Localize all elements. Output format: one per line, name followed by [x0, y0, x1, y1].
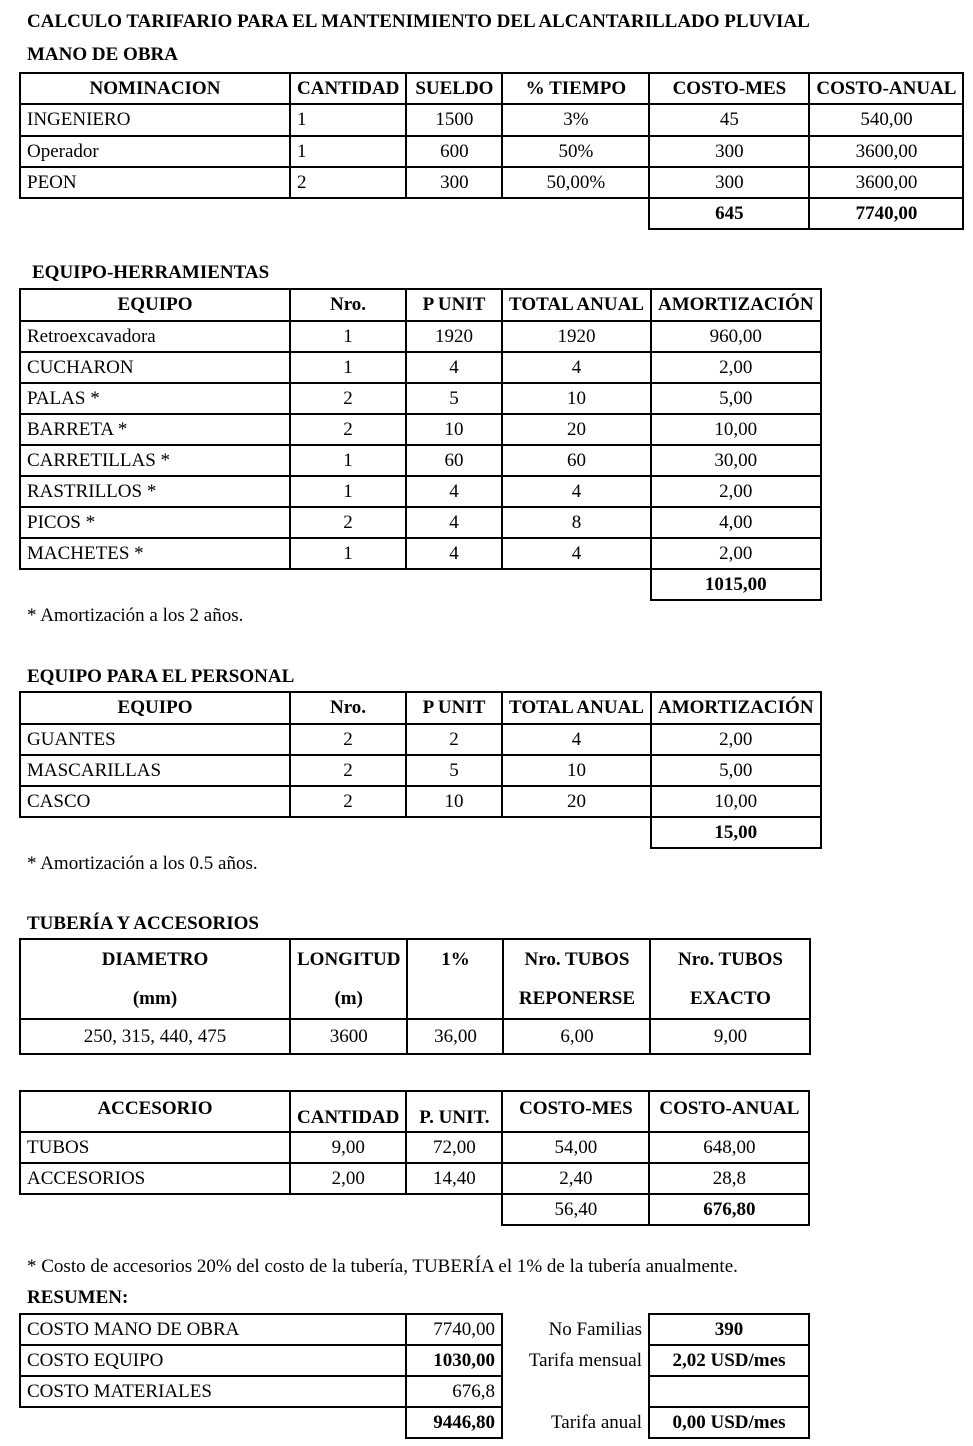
header-costo-mes: COSTO-MES — [649, 73, 809, 104]
cell: 45 — [649, 104, 809, 136]
cell: 600 — [406, 136, 502, 167]
cell: 10 — [406, 414, 502, 445]
table-row — [20, 352, 821, 383]
cell: 1920 — [406, 321, 502, 352]
cell: 250, 315, 440, 475 — [20, 1019, 290, 1054]
cell: CUCHARON — [20, 352, 290, 383]
cell: 648,00 — [649, 1132, 809, 1163]
header-cantidad: CANTIDAD — [290, 1091, 406, 1132]
cell: 2,00 — [651, 352, 821, 383]
cell: COSTO MANO DE OBRA — [20, 1314, 406, 1345]
cell: MASCARILLAS — [20, 755, 290, 786]
cell: INGENIERO — [20, 104, 290, 136]
cell: 50% — [502, 136, 649, 167]
total-row — [20, 569, 821, 600]
cell: PEON — [20, 167, 290, 198]
table-row — [20, 1314, 809, 1345]
cell: 2 — [290, 383, 406, 414]
cell: 2,00 — [651, 538, 821, 569]
cell: 20 — [502, 414, 651, 445]
resumen-heading: RESUMEN: — [27, 1287, 129, 1308]
cell: 4 — [502, 724, 651, 755]
cell: 72,00 — [406, 1132, 502, 1163]
cell: 4 — [502, 352, 651, 383]
cell: Retroexcavadora — [20, 321, 290, 352]
cell: 300 — [649, 167, 809, 198]
total-row — [20, 198, 963, 229]
side-label: Tarifa mensual — [528, 1349, 642, 1371]
side-label: Tarifa anual — [551, 1411, 642, 1433]
resumen-table — [19, 1313, 810, 1439]
table-row — [20, 445, 821, 476]
mano-obra-table — [19, 72, 964, 230]
tuberia-table — [19, 938, 811, 1055]
header-nro-tubos-reponerse: Nro. TUBOS REPONERSE — [503, 939, 650, 1019]
table-row — [20, 755, 821, 786]
table-row — [20, 1132, 809, 1163]
cell: PALAS * — [20, 383, 290, 414]
cell: 10,00 — [651, 414, 821, 445]
cell: 2,00 — [651, 476, 821, 507]
header-costo-mes: COSTO-MES — [502, 1091, 649, 1132]
cell: 10 — [502, 755, 651, 786]
table-row — [20, 1376, 809, 1407]
header-nro-tubos-exacto: Nro. TUBOS EXACTO — [650, 939, 810, 1019]
header-sueldo: SUELDO — [406, 73, 502, 104]
table-row — [20, 136, 963, 167]
cell: 1 — [290, 104, 406, 136]
total-costo-anual: 676,80 — [649, 1194, 809, 1225]
header-equipo: EQUIPO — [20, 692, 290, 724]
cell: 1920 — [502, 321, 651, 352]
table-row — [20, 1019, 810, 1054]
total-costo-anual: 7740,00 — [809, 198, 963, 229]
cell: TUBOS — [20, 1132, 290, 1163]
cell: 5,00 — [651, 383, 821, 414]
cell: 2 — [290, 786, 406, 817]
cell: MACHETES * — [20, 538, 290, 569]
header-longitud: LONGITUD (m) — [290, 939, 407, 1019]
cell: 1 — [290, 476, 406, 507]
cell: 3600 — [290, 1019, 407, 1054]
header-costo-anual: COSTO-ANUAL — [649, 1091, 809, 1132]
side-value — [649, 1376, 809, 1407]
cell: 3% — [502, 104, 649, 136]
cell: 4 — [406, 352, 502, 383]
header-total-anual: TOTAL ANUAL — [502, 692, 651, 724]
equipo-herramientas-table — [19, 288, 822, 601]
cell: 2 — [406, 724, 502, 755]
table-row — [20, 538, 821, 569]
accesorios-note: * Costo de accesorios 20% del costo de la tubería, TUBERÍA el 1% de la tubería anualmente. — [27, 1256, 738, 1277]
total-amortizacion: 15,00 — [651, 817, 821, 848]
side-label: No Familias — [548, 1318, 642, 1340]
table-row — [20, 507, 821, 538]
header-p-unit: P UNIT — [406, 692, 502, 724]
side-value: 0,00 USD/mes — [649, 1407, 809, 1438]
total-row — [20, 1194, 809, 1225]
cell: COSTO MATERIALES — [20, 1376, 406, 1407]
total-costo-mes: 56,40 — [502, 1194, 649, 1225]
cell: RASTRILLOS * — [20, 476, 290, 507]
cell: 1500 — [406, 104, 502, 136]
accesorios-table — [19, 1090, 810, 1226]
cell: 5 — [406, 383, 502, 414]
cell: 30,00 — [651, 445, 821, 476]
cell: 7740,00 — [406, 1314, 502, 1345]
table-row — [20, 104, 963, 136]
equipo-personal-heading: EQUIPO PARA EL PERSONAL — [27, 666, 295, 687]
cell: 2 — [290, 507, 406, 538]
cell: 60 — [406, 445, 502, 476]
equipo-herramientas-heading: EQUIPO-HERRAMIENTAS — [32, 262, 270, 283]
cell: PICOS * — [20, 507, 290, 538]
cell: 960,00 — [651, 321, 821, 352]
table-row — [20, 1345, 809, 1376]
header-nro: Nro. — [290, 692, 406, 724]
total-row — [20, 1407, 809, 1438]
cell: COSTO EQUIPO — [20, 1345, 406, 1376]
cell: 5 — [406, 755, 502, 786]
cell: 2 — [290, 724, 406, 755]
cell: CARRETILLAS * — [20, 445, 290, 476]
total-costo-mes: 645 — [649, 198, 809, 229]
tuberia-heading: TUBERÍA Y ACCESORIOS — [27, 913, 259, 934]
cell: BARRETA * — [20, 414, 290, 445]
header-p-unit: P. UNIT. — [406, 1091, 502, 1132]
table-row — [20, 724, 821, 755]
total-row — [20, 817, 821, 848]
cell: 14,40 — [406, 1163, 502, 1194]
cell: 6,00 — [503, 1019, 650, 1054]
cell: 4 — [502, 476, 651, 507]
cell: 2 — [290, 755, 406, 786]
cell: 8 — [502, 507, 651, 538]
resumen-total: 9446,80 — [406, 1407, 502, 1438]
total-amortizacion: 1015,00 — [651, 569, 821, 600]
table-row — [20, 1163, 809, 1194]
cell: 5,00 — [651, 755, 821, 786]
cell: CASCO — [20, 786, 290, 817]
cell: 1030,00 — [406, 1345, 502, 1376]
cell: 9,00 — [290, 1132, 406, 1163]
header-nro: Nro. — [290, 289, 406, 321]
cell: 10,00 — [651, 786, 821, 817]
cell: 2,40 — [502, 1163, 649, 1194]
header-porcentaje: 1% — [407, 939, 503, 1019]
cell: 4 — [406, 476, 502, 507]
cell: 9,00 — [650, 1019, 810, 1054]
header-equipo: EQUIPO — [20, 289, 290, 321]
cell: 3600,00 — [809, 167, 963, 198]
cell: Operador — [20, 136, 290, 167]
cell: 54,00 — [502, 1132, 649, 1163]
header-cantidad: CANTIDAD — [290, 73, 406, 104]
cell: 4 — [502, 538, 651, 569]
side-value: 390 — [649, 1314, 809, 1345]
cell: 1 — [290, 352, 406, 383]
cell: 300 — [649, 136, 809, 167]
cell: 28,8 — [649, 1163, 809, 1194]
header-nominacion: NOMINACION — [20, 73, 290, 104]
cell: 300 — [406, 167, 502, 198]
header-p-unit: P UNIT — [406, 289, 502, 321]
cell: 1 — [290, 538, 406, 569]
cell: 3600,00 — [809, 136, 963, 167]
cell: 1 — [290, 321, 406, 352]
cell: 2,00 — [290, 1163, 406, 1194]
cell: 2 — [290, 167, 406, 198]
header-costo-anual: COSTO-ANUAL — [809, 73, 963, 104]
header-amortizacion: AMORTIZACIÓN — [651, 692, 821, 724]
cell: 4,00 — [651, 507, 821, 538]
cell: 2 — [290, 414, 406, 445]
cell: 10 — [502, 383, 651, 414]
header-tiempo: % TIEMPO — [502, 73, 649, 104]
table-row — [20, 476, 821, 507]
cell: 1 — [290, 136, 406, 167]
side-label — [502, 1376, 649, 1407]
cell: 4 — [406, 507, 502, 538]
document-title: CALCULO TARIFARIO PARA EL MANTENIMIENTO DEL ALCANTARILLADO PLUVIAL — [27, 11, 810, 32]
cell: 676,8 — [406, 1376, 502, 1407]
cell: GUANTES — [20, 724, 290, 755]
mano-obra-heading: MANO DE OBRA — [27, 44, 178, 65]
cell: 2,00 — [651, 724, 821, 755]
cell: 540,00 — [809, 104, 963, 136]
cell: 1 — [290, 445, 406, 476]
cell: 60 — [502, 445, 651, 476]
table-row — [20, 414, 821, 445]
header-amortizacion: AMORTIZACIÓN — [651, 289, 821, 321]
cell: 20 — [502, 786, 651, 817]
side-value: 2,02 USD/mes — [649, 1345, 809, 1376]
header-diametro: DIAMETRO (mm) — [20, 939, 290, 1019]
cell: 50,00% — [502, 167, 649, 198]
table-row — [20, 383, 821, 414]
header-total-anual: TOTAL ANUAL — [502, 289, 651, 321]
amortizacion-note-personal: * Amortización a los 0.5 años. — [27, 853, 258, 874]
cell: 10 — [406, 786, 502, 817]
cell: 4 — [406, 538, 502, 569]
table-row — [20, 786, 821, 817]
header-accesorio: ACCESORIO — [20, 1091, 290, 1132]
cell: 36,00 — [407, 1019, 503, 1054]
amortizacion-note: * Amortización a los 2 años. — [27, 605, 244, 626]
table-row — [20, 321, 821, 352]
cell: ACCESORIOS — [20, 1163, 290, 1194]
equipo-personal-table — [19, 691, 822, 849]
table-row — [20, 167, 963, 198]
